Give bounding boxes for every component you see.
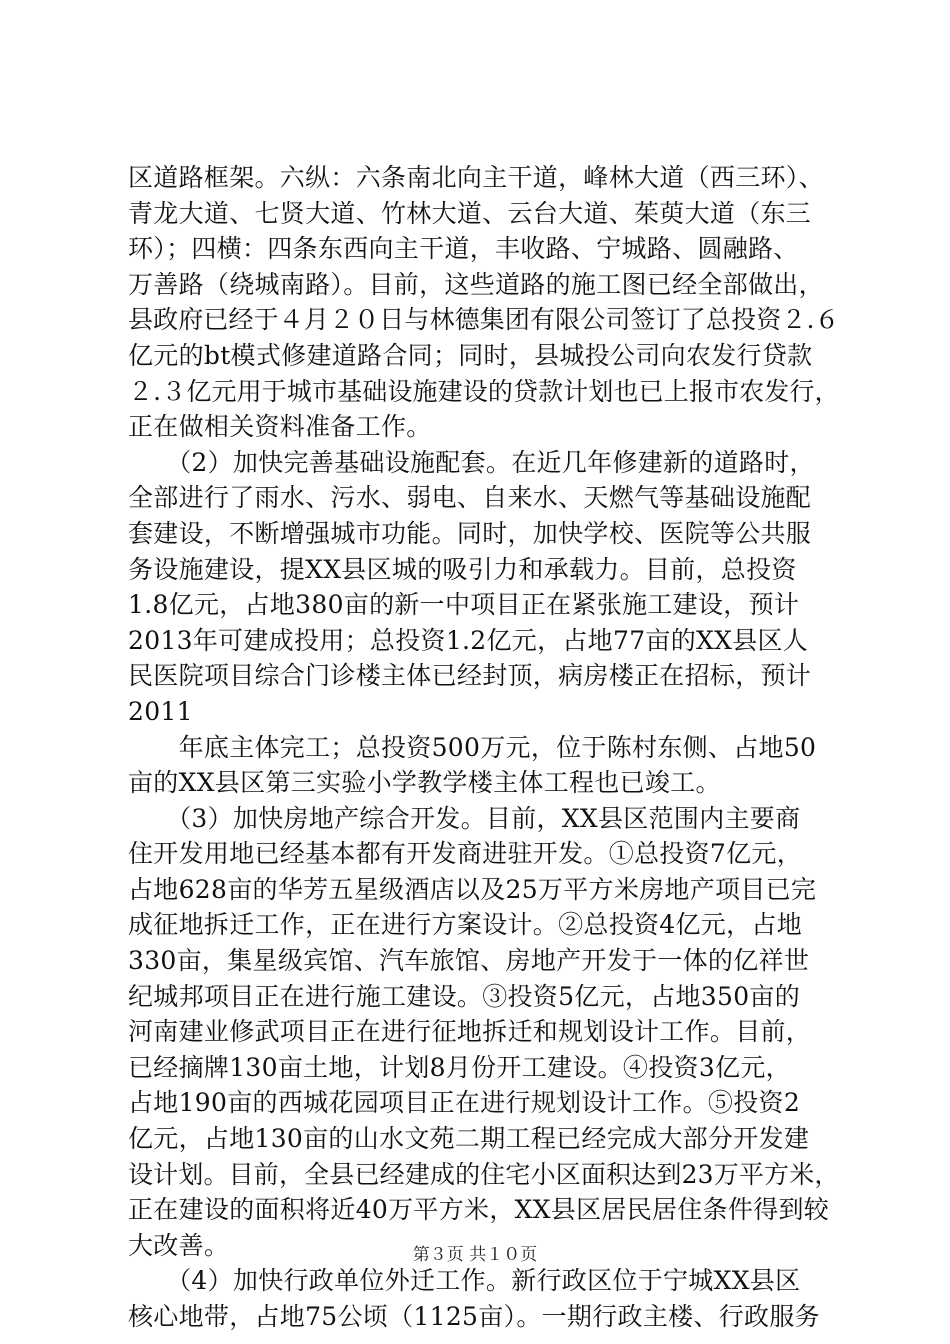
text-line: 核心地带，占地75公顷（1125亩）。一期行政主楼、行政服务 bbox=[128, 1302, 820, 1331]
text-line: 正在做相关资料准备工作。 bbox=[128, 412, 432, 442]
text-line: 民医院项目综合门诊楼主体已经封顶，病房楼正在招标，预计 bbox=[128, 661, 812, 691]
text-line: 青龙大道、七贤大道、竹林大道、云台大道、茱萸大道（东三 bbox=[128, 198, 812, 228]
text-line: 亩的XX县区第三实验小学教学楼主体工程也已竣工。 bbox=[128, 768, 721, 798]
text-line: （3）加快房地产综合开发。目前，XX县区范围内主要商 bbox=[128, 803, 801, 833]
text-line: 套建设，不断增强城市功能。同时，加快学校、医院等公共服 bbox=[128, 518, 812, 548]
text-line: 成征地拆迁工作，正在进行方案设计。②总投资4亿元，占地 bbox=[128, 910, 803, 940]
text-line: （2）加快完善基础设施配套。在近几年修建新的道路时， bbox=[128, 447, 815, 477]
text-line: 县政府已经于４月２０日与林德集团有限公司签订了总投资２.６ bbox=[128, 305, 840, 335]
text-line: 区道路框架。六纵：六条南北向主干道，峰林大道（西三环）、 bbox=[128, 163, 824, 192]
text-line: 2013年可建成投用；总投资1.2亿元，占地77亩的XX县区人 bbox=[128, 625, 809, 655]
text-line: 环）；四横：四条东西向主干道，丰收路、宁城路、圆融路、 bbox=[128, 234, 799, 264]
text-line: 住开发用地已经基本都有开发商进驻开发。①总投资7亿元， bbox=[128, 839, 803, 869]
text-line: 正在建设的面积将近40万平方米，XX县区居民居住条件得到较 bbox=[128, 1195, 830, 1225]
text-line: （4）加快行政单位外迁工作。新行政区位于宁城XX县区 bbox=[128, 1266, 801, 1296]
text-line: 亿元，占地130亩的山水文苑二期工程已经完成大部分开发建 bbox=[128, 1124, 810, 1154]
text-line: ２.３亿元用于城市基础设施建设的贷款计划也已上报市农发行， bbox=[128, 376, 840, 406]
text-line: 330亩，集星级宾馆、汽车旅馆、房地产开发于一体的亿祥世 bbox=[128, 946, 810, 976]
text-line: 河南建业修武项目正在进行征地拆迁和规划设计工作。目前， bbox=[128, 1017, 812, 1047]
text-line: 年底主体完工；总投资500万元，位于陈村东侧、占地50 bbox=[128, 732, 817, 762]
text-line: 占地628亩的华芳五星级酒店以及25万平方米房地产项目已完 bbox=[128, 874, 817, 904]
text-line: 纪城邦项目正在进行施工建设。③投资5亿元，占地350亩的 bbox=[128, 981, 801, 1011]
text-line: 大改善。 bbox=[128, 1230, 230, 1260]
page-footer: 第３页 共１０页 bbox=[412, 1245, 538, 1265]
text-line: 全部进行了雨水、污水、弱电、自来水、天燃气等基础设施配 bbox=[128, 483, 812, 513]
text-line: 设计划。目前，全县已经建成的住宅小区面积达到23万平方米， bbox=[128, 1159, 840, 1189]
text-line: 亿元的bt模式修建道路合同；同时，县城投公司向农发行贷款 bbox=[128, 340, 813, 370]
document-body bbox=[128, 160, 840, 1335]
text-line: 万善路（绕城南路）。目前，这些道路的施工图已经全部做出， bbox=[128, 269, 824, 299]
text-line: 占地190亩的西城花园项目正在进行规划设计工作。⑤投资2 bbox=[128, 1088, 801, 1118]
text-line: 已经摘牌130亩土地，计划8月份开工建设。④投资3亿元， bbox=[128, 1052, 791, 1082]
text-line: 1.8亿元，占地380亩的新一中项目正在紧张施工建设，预计 bbox=[128, 590, 800, 620]
text-line: 2011 bbox=[128, 696, 193, 726]
text-line: 务设施建设，提XX县区城的吸引力和承载力。目前，总投资 bbox=[128, 554, 797, 584]
